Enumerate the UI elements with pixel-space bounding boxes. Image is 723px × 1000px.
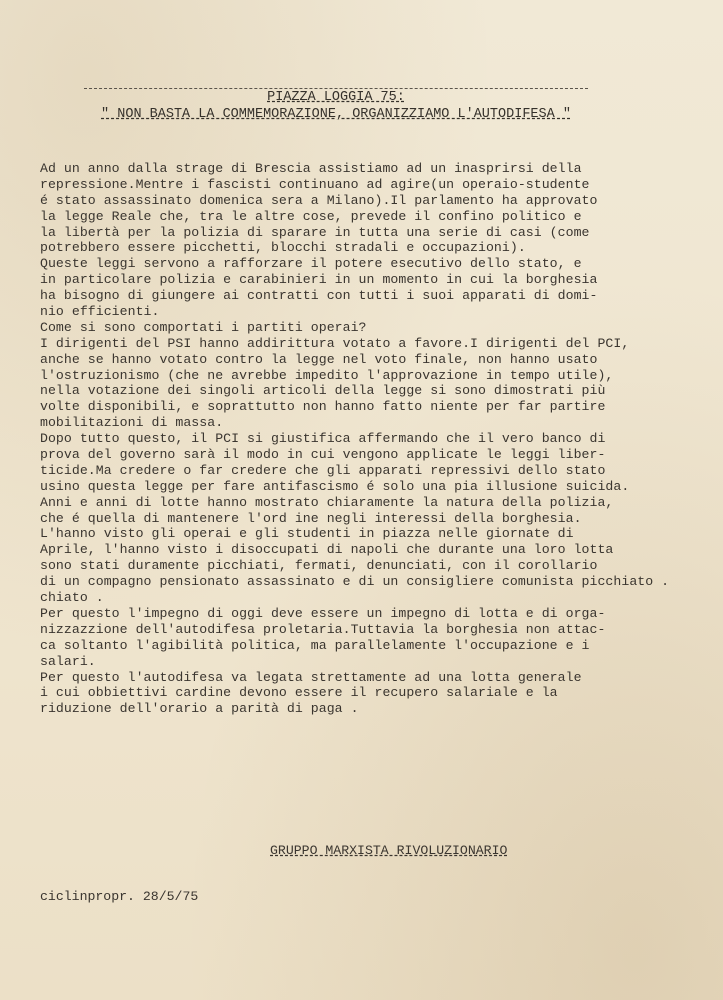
- body-line: Ad un anno dalla strage di Brescia assistiamo ad un inasprirsi della: [40, 161, 582, 176]
- body-line: anche se hanno votato contro la legge nel voto finale, non hanno usato: [40, 351, 598, 367]
- body-line: Aprile, l'hanno visto i disoccupati di napoli che durante una loro lotta: [40, 542, 614, 558]
- body-line: ha bisogno di giungere ai contratti con tutti i suoi apparati di domi-: [40, 288, 598, 304]
- body-line: ticide.Ma credere o far credere che gli apparati repressivi dello stato: [40, 462, 606, 478]
- body-line: i cui obbiettivi cardine devono essere il recupero salariale e la: [40, 685, 558, 701]
- document-heading: [76, 88, 596, 123]
- body-line: Queste leggi servono a rafforzare il potere esecutivo dello stato, e: [40, 256, 582, 272]
- body-line: Per questo l'autodifesa va legata strettamente ad una lotta generale: [40, 669, 582, 685]
- footer-note: ciclinpropr. 28/5/75: [40, 889, 199, 904]
- body-line: sono stati duramente picchiati, fermati, denunciati, con il corollario: [40, 558, 598, 574]
- body-line: chiato .: [40, 590, 104, 606]
- body-line: che é quella di mantenere l'ord ine negli interessi della borghesia.: [40, 510, 582, 526]
- body-line: in particolare polizia e carabinieri in un momento in cui la borghesia: [40, 272, 598, 288]
- body-line: Per questo l'impegno di oggi deve essere un impegno di lotta e di orga-: [40, 605, 606, 621]
- body-line: potrebbero essere picchetti, blocchi stradali e occupazioni).: [40, 240, 526, 256]
- body-line: la legge Reale che, tra le altre cose, prevede il confino politico e: [40, 208, 582, 224]
- body-line: di un compagno pensionato assassinato e di un consigliere comunista picchiato .: [40, 574, 670, 590]
- body-line: mobilitazioni di massa.: [40, 415, 224, 431]
- body-line: nio efficienti.: [40, 304, 160, 320]
- body-line: ca soltanto l'agibilità politica, ma parallelamente l'occupazione e i: [40, 637, 590, 653]
- body-line: L'hanno visto gli operai e gli studenti in piazza nelle giornate di: [40, 526, 574, 542]
- body-line: Come si sono comportati i partiti operai?: [40, 319, 367, 335]
- body-line: Dopo tutto questo, il PCI si giustifica affermando che il vero banco di: [40, 431, 606, 447]
- heading-subtitle: " NON BASTA LA COMMEMORAZIONE, ORGANIZZIAMO L'AUTODIFESA ": [101, 107, 571, 122]
- body-line: salari.: [40, 653, 96, 669]
- body-line: repressione.Mentre i fascisti continuano ad agire(un operaio-studente: [40, 176, 590, 192]
- body-line: é stato assassinato domenica sera a Milano).Il parlamento ha approvato: [40, 192, 598, 208]
- body-line: la libertà per la polizia di sparare in tutta una serie di casi (come: [40, 224, 590, 240]
- body-line: prova del governo sarà il modo in cui vengono applicate le leggi liber-: [40, 447, 606, 463]
- heading-title: PIAZZA LOGGIA 75:: [267, 90, 405, 105]
- body-line: nella votazione dei singoli articoli della legge si sono dimostrati più: [40, 383, 606, 399]
- body-line: nizzazzione dell'autodifesa proletaria.Tuttavia la borghesia non attac-: [40, 621, 606, 637]
- body-line: l'ostruzionismo (che ne avrebbe impedito l'approvazione in tempo utile),: [40, 367, 614, 383]
- body-line: I dirigenti del PSI hanno addirittura votato a favore.I dirigenti del PCI,: [40, 335, 630, 351]
- body-line: riduzione dell'orario a parità di paga .: [40, 701, 359, 717]
- document-body: [40, 161, 700, 717]
- body-line: usino questa legge per fare antifascismo é solo una pia illusione suicida.: [40, 478, 630, 494]
- body-line: volte disponibili, e soprattutto non hanno fatto niente per far partire: [40, 399, 606, 415]
- signature: GRUPPO MARXISTA RIVOLUZIONARIO: [270, 843, 508, 858]
- body-line: Anni e anni di lotte hanno mostrato chiaramente la natura della polizia,: [40, 494, 614, 510]
